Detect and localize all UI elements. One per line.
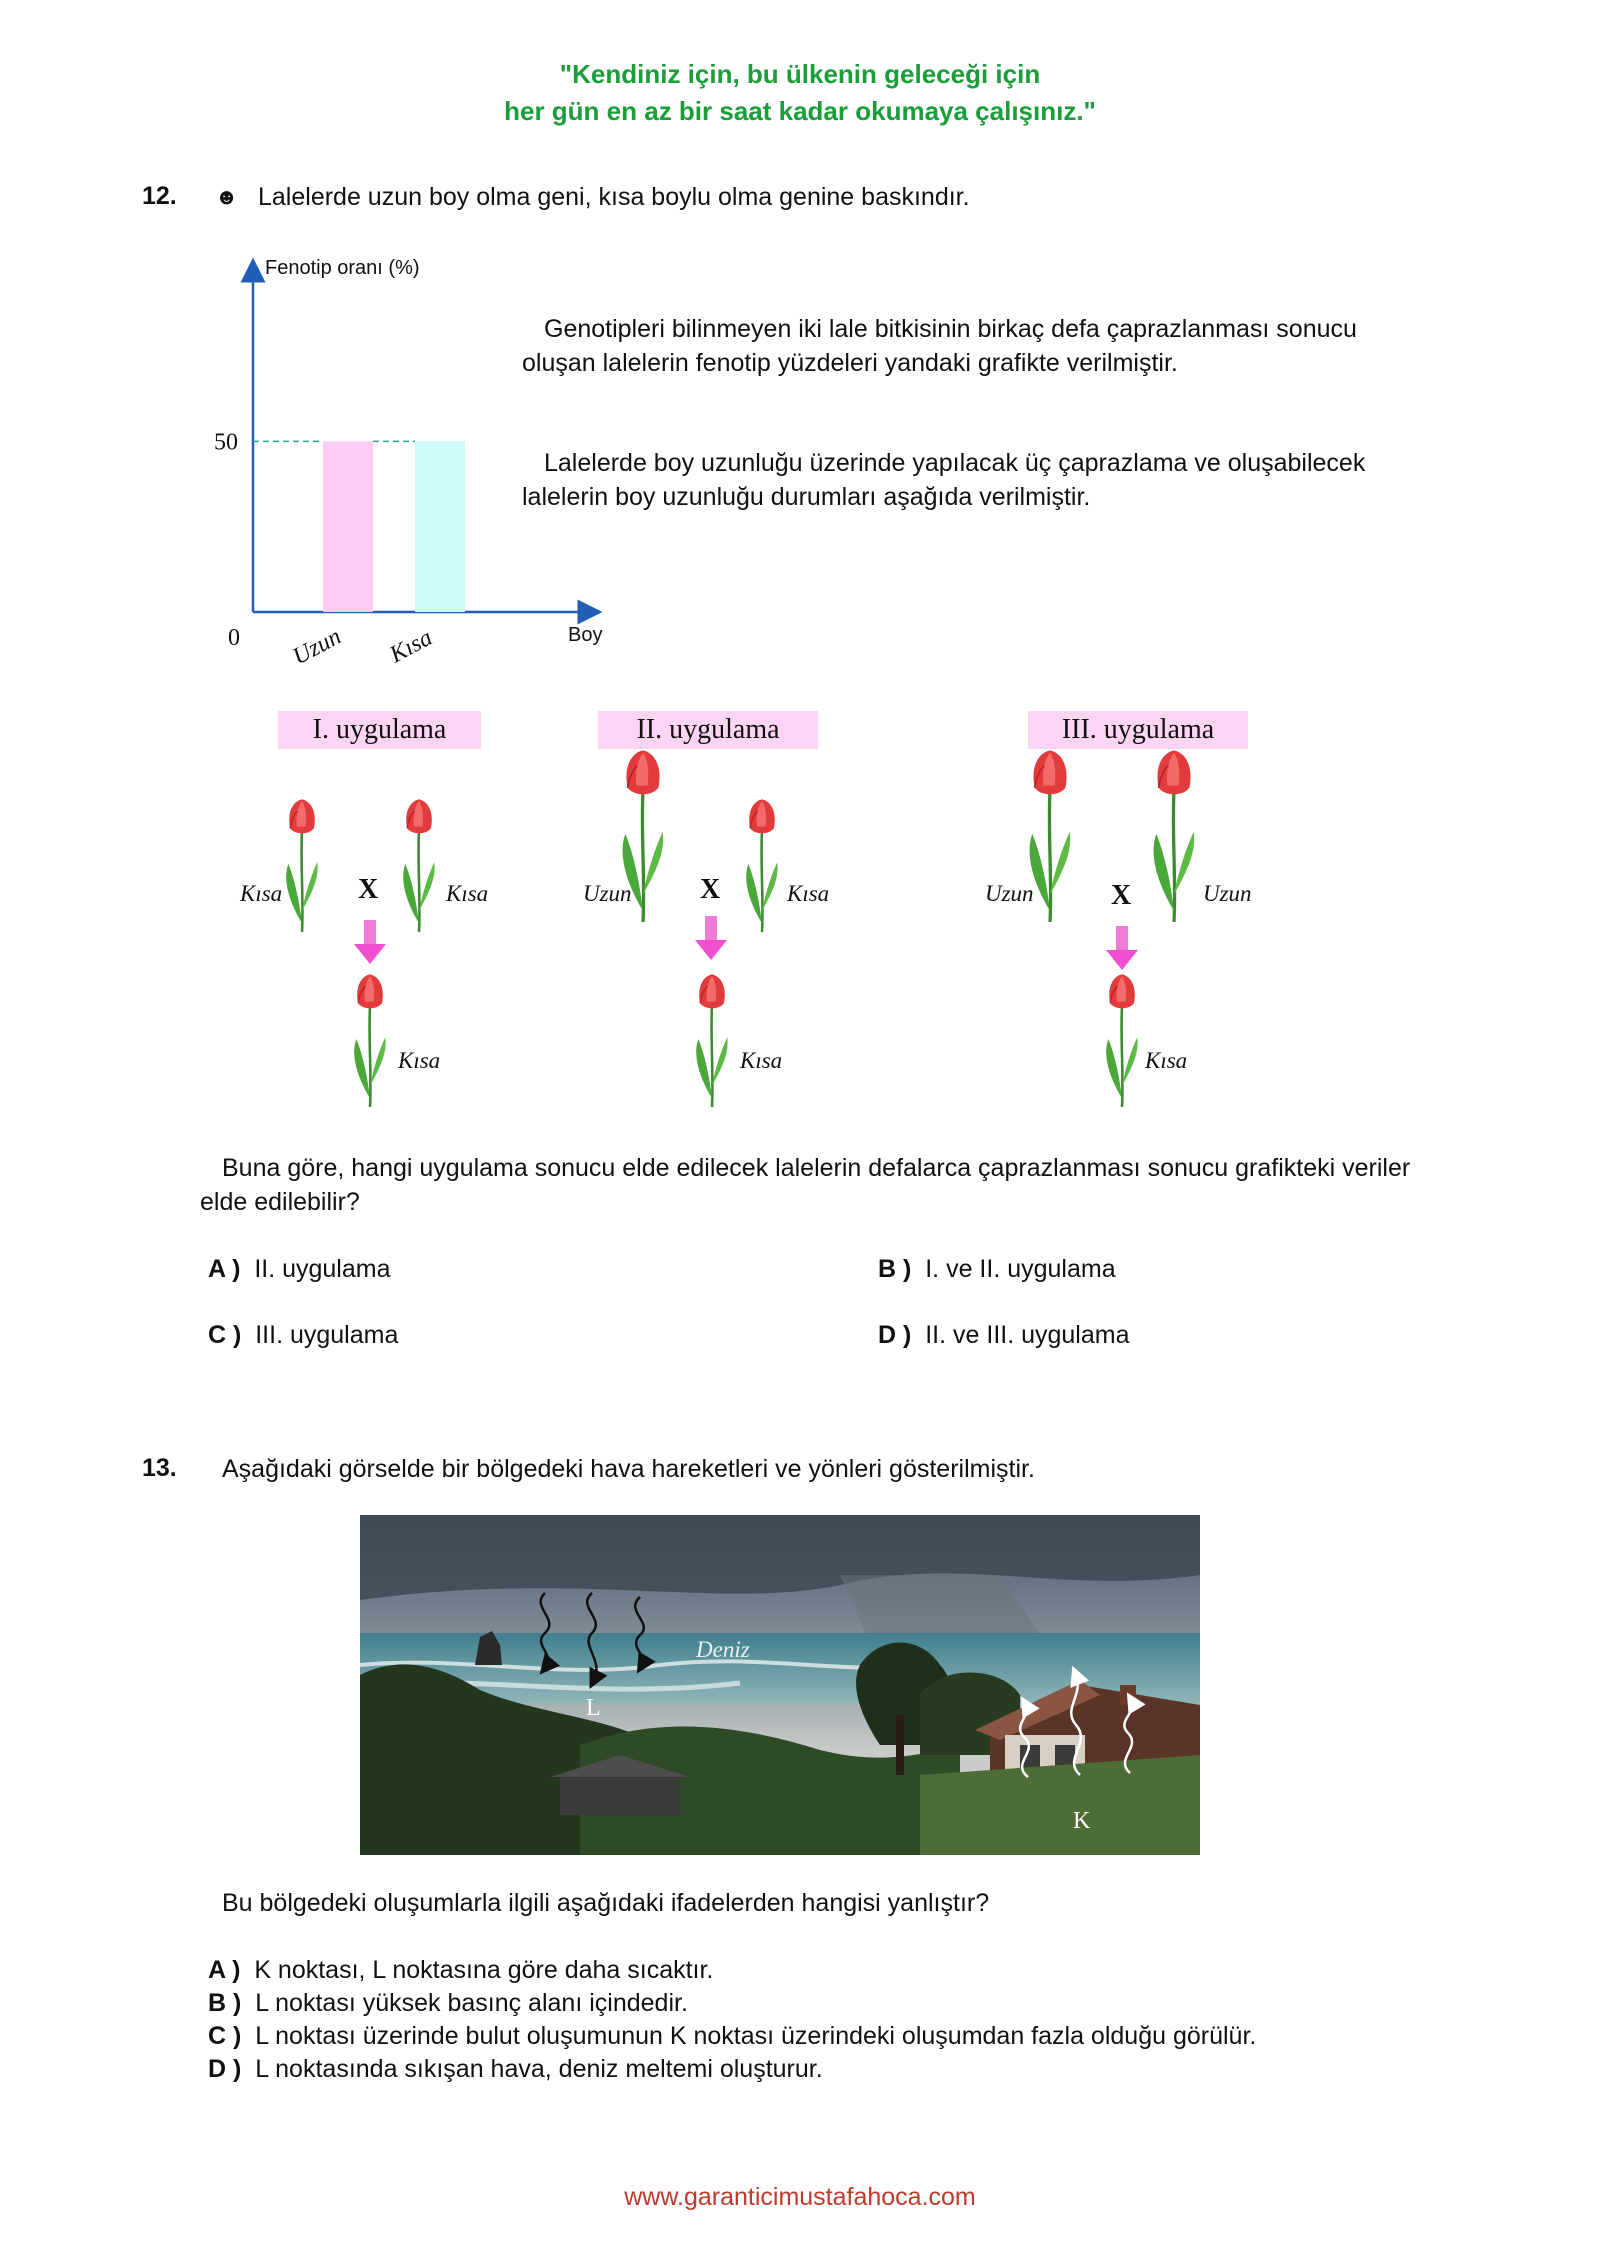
cross-3-parent-2-label: Uzun xyxy=(1203,881,1252,906)
motto-line-1: "Kendiniz için, bu ülkenin geleceği için xyxy=(559,59,1041,89)
question-12-prompt: Buna göre, hangi uygulama sonucu elde edilecek lalelerin defalarca çaprazlanması sonucu grafikteki veriler elde edilebilir? xyxy=(200,1154,1411,1216)
cross-3-x-symbol: X xyxy=(1111,880,1132,911)
smiley-icon: ☻ xyxy=(215,184,239,209)
question-13-stem: Aşağıdaki görselde bir bölgedeki hava hareketleri ve yönleri gösterilmiştir. xyxy=(222,1455,1035,1483)
option-text: II. ve III. uygulama xyxy=(925,1321,1130,1349)
option-key: D ) xyxy=(878,1321,912,1349)
q13-option-b[interactable] xyxy=(208,1986,688,2020)
cross-3-parent-1-label: Uzun xyxy=(985,881,1034,906)
cross-2-parent-2-tulip xyxy=(746,799,777,932)
cross-1-parent-2-tulip xyxy=(403,799,434,932)
bar-uzun xyxy=(323,441,373,612)
cross-3-parent-2-tulip xyxy=(1154,750,1195,922)
question-13-number: 13. xyxy=(142,1454,177,1482)
q12-option-a[interactable] xyxy=(208,1252,391,1286)
cross-2-offspring-tulip xyxy=(696,974,727,1107)
question-12-paragraph-1: Genotipleri bilinmeyen iki lale bitkisinin birkaç defa çaprazlanması sonucu oluşan lalelerin fenotip yüzdeleri yandaki grafikte verilmiştir. xyxy=(522,315,1357,377)
option-key: A ) xyxy=(208,1956,241,1984)
cross-1-offspring-label: Kısa xyxy=(398,1048,441,1073)
question-12-number: 12. xyxy=(142,182,177,210)
option-key: C ) xyxy=(208,1321,242,1349)
question-12-paragraph-2: Lalelerde boy uzunluğu üzerinde yapılacak üç çaprazlama ve oluşabilecek lalelerin boy uzunluğu durumları aşağıda verilmiştir. xyxy=(522,449,1366,511)
cross-1-title: I. uygulama xyxy=(278,711,481,749)
cross-1-parent-1-tulip xyxy=(286,799,317,932)
option-text: III. uygulama xyxy=(255,1321,399,1349)
option-text: L noktası üzerinde bulut oluşumunun K noktası üzerindeki oluşumdan fazla olduğu görülür. xyxy=(255,2022,1257,2050)
cross-1-offspring-tulip xyxy=(354,974,385,1107)
sea-breeze-photo xyxy=(360,1515,1200,1855)
option-text: K noktası, L noktasına göre daha sıcaktır. xyxy=(254,1956,714,1984)
q13-option-d[interactable] xyxy=(208,2052,823,2086)
cross-2-x-symbol: X xyxy=(700,874,721,905)
cross-2-title: II. uygulama xyxy=(598,711,818,749)
point-l-label: L xyxy=(586,1695,601,1721)
option-text: II. uygulama xyxy=(254,1255,391,1283)
q12-option-d[interactable] xyxy=(878,1318,1130,1352)
cross-3-offspring-label: Kısa xyxy=(1145,1048,1188,1073)
cross-1-x-symbol: X xyxy=(358,874,379,905)
q12-option-c[interactable] xyxy=(208,1318,398,1352)
cross-3-arrow-icon xyxy=(1106,926,1138,970)
option-key: B ) xyxy=(878,1255,912,1283)
sea-label: Deniz xyxy=(696,1637,750,1662)
cross-1-arrow-icon xyxy=(354,920,386,964)
option-text: L noktasında sıkışan hava, deniz meltemi oluşturur. xyxy=(255,2055,823,2083)
x-tick-kisa: Kısa xyxy=(385,624,437,669)
cross-1-parent-1-label: Kısa xyxy=(240,881,283,906)
q12-option-b[interactable] xyxy=(878,1252,1116,1286)
q13-option-a[interactable] xyxy=(208,1953,713,1987)
option-key: B ) xyxy=(208,1989,242,2017)
y-axis-label: Fenotip oranı (%) xyxy=(265,257,420,279)
cross-1-parent-2-label: Kısa xyxy=(446,881,489,906)
y-tick-0: 0 xyxy=(228,625,240,651)
x-tick-uzun: Uzun xyxy=(288,623,346,671)
cross-3-offspring-tulip xyxy=(1106,974,1137,1107)
cross-2-arrow-icon xyxy=(695,916,727,960)
y-tick-50: 50 xyxy=(214,429,238,456)
point-k-label: K xyxy=(1073,1808,1091,1834)
option-key: A ) xyxy=(208,1255,241,1283)
footer-url[interactable]: www.garanticimustafahoca.com xyxy=(624,2183,976,2211)
cross-2-parent-1-label: Uzun xyxy=(583,881,632,906)
option-key: C ) xyxy=(208,2022,242,2050)
cross-3-title: III. uygulama xyxy=(1028,711,1248,749)
motto-line-2: her gün en az bir saat kadar okumaya çalışınız." xyxy=(504,96,1096,126)
q13-option-c[interactable] xyxy=(208,2019,1256,2053)
bar-kısa xyxy=(415,441,465,612)
question-12-stem: Lalelerde uzun boy olma geni, kısa boylu olma genine baskındır. xyxy=(258,183,970,211)
cross-2-parent-2-label: Kısa xyxy=(787,881,830,906)
option-key: D ) xyxy=(208,2055,242,2083)
option-text: I. ve II. uygulama xyxy=(925,1255,1116,1283)
cross-2-offspring-label: Kısa xyxy=(740,1048,783,1073)
question-13-prompt: Bu bölgedeki oluşumlarla ilgili aşağıdaki ifadelerden hangisi yanlıştır? xyxy=(222,1889,990,1917)
tulip-cross-diagram xyxy=(0,740,1600,1140)
option-text: L noktası yüksek basınç alanı içindedir. xyxy=(255,1989,688,2017)
x-axis-label: Boy xyxy=(568,624,603,646)
cross-3-parent-1-tulip xyxy=(1030,750,1071,922)
